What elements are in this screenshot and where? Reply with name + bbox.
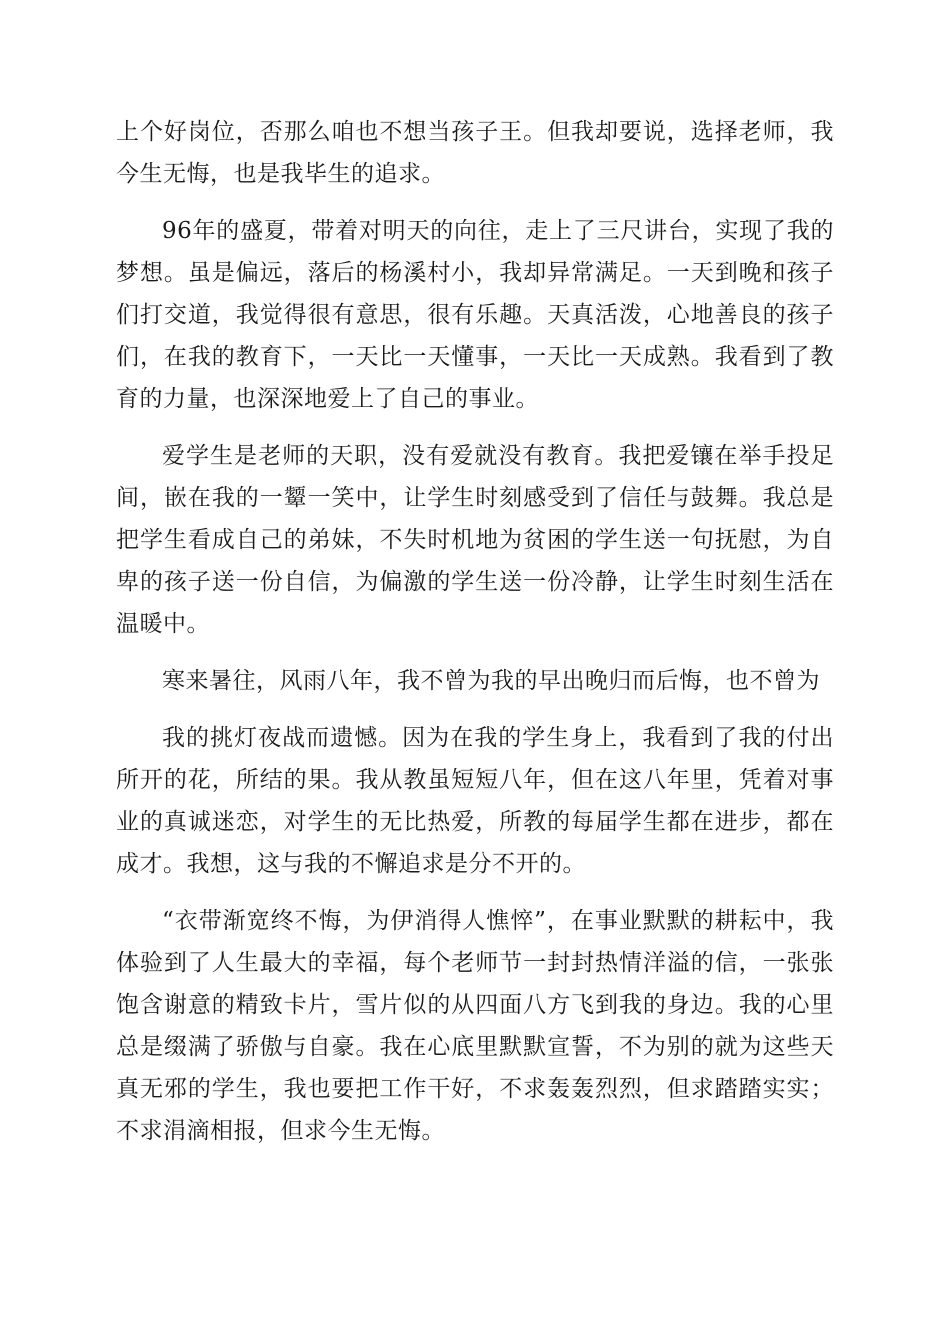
document-body [116,111,834,1167]
paragraph-4: 寒来暑往，风雨八年，我不曾为我的早出晚归而后悔，也不曾为 [162,668,820,694]
paragraph-2: 96年的盛夏，带着对明天的向往，走上了三尺讲台，实现了我的梦想。虽是偏远，落后的杨溪村小，我却异常满足。一天到晚和孩子们打交道，我觉得很有意思，很有乐趣。天真活泼，心地善良的孩子们，在我的教育下，一天比一天懂事，一天比一天成熟。我看到了教育的力量，也深深地爱上了自己的事业。 [116,218,834,412]
paragraph-6: “衣带渐宽终不悔，为伊消得人憔悴”，在事业默默的耕耘中，我体验到了人生最大的幸福，每个老师节一封封热情洋溢的信，一张张饱含谢意的精致卡片，雪片似的从四面八方飞到我的身边。我的心里总是缀满了骄傲与自豪。我在心底里默默宣誓，不为别的就为这些天真无邪的学生，我也要把工作干好，不求轰轰烈烈，但求踏踏实实；不求涓滴相报，但求今生无悔。 [116,908,834,1144]
paragraph-1: 上个好岗位，否那么咱也不想当孩子王。但我却要说，选择老师，我今生无悔，也是我毕生的追求。 [116,119,834,187]
paragraph-3: 爱学生是老师的天职，没有爱就没有教育。我把爱镶在举手投足间，嵌在我的一颦一笑中，让学生时刻感受到了信任与鼓舞。我总是把学生看成自己的弟妹，不失时机地为贫困的学生送一句抚慰，为自卑的孩子送一份自信，为偏激的学生送一份冷静，让学生时刻生活在温暖中。 [116,443,834,637]
paragraph-5: 我的挑灯夜战而遗憾。因为在我的学生身上，我看到了我的付出所开的花，所结的果。我从教虽短短八年，但在这八年里，凭着对事业的真诚迷恋，对学生的无比热爱，所教的每届学生都在进步，都在成才。我想，这与我的不懈追求是分不开的。 [116,725,834,877]
